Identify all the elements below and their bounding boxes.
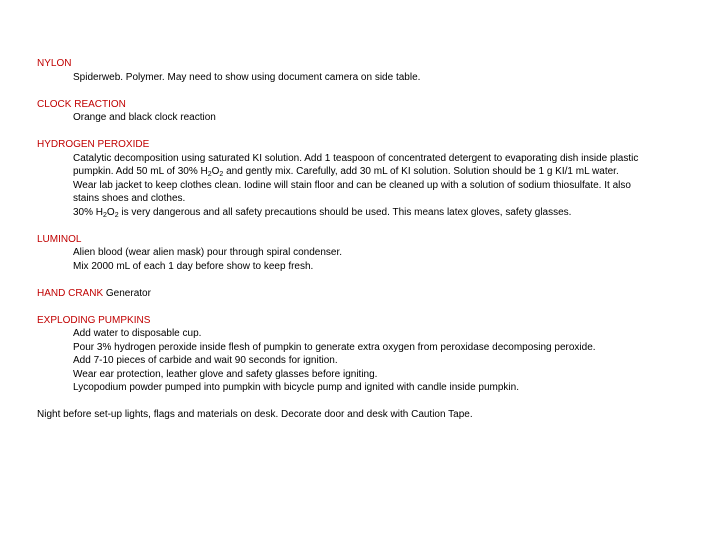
section-line: Catalytic decomposition using saturated KI solution. Add 1 teaspoon of concentrated detergent to evaporating dish inside plastic (73, 152, 639, 164)
closing-note: Night before set-up lights, flags and materials on desk. Decorate door and desk with Caution Tape. (37, 409, 473, 420)
section-luminol (37, 233, 707, 274)
document-body (37, 57, 707, 422)
section-title-suffix: Generator (103, 287, 151, 299)
section-line: Lycopodium powder pumped into pumpkin with bicycle pump and ignited with candle inside pumpkin. (73, 382, 519, 393)
section-exploding-pumpkins (37, 314, 707, 395)
section-line: pumpkin. Add 50 mL of 30% $H_2O_2$ and gently mix. Carefully, add 30 mL of KI solution. Solution should be 1 g KI/1 mL water. (73, 166, 619, 178)
section-line: Orange and black clock reaction (73, 112, 216, 123)
section-line: Pour 3% hydrogen peroxide inside flesh of pumpkin to generate extra oxygen from peroxidase decomposing peroxide. (73, 341, 596, 353)
section-title (37, 287, 707, 301)
section-title: EXPLODING PUMPKINS (37, 314, 151, 326)
section-line: Add water to disposable cup. (73, 328, 202, 339)
section-line: Alien blood (wear alien mask) pour through spiral condenser. (73, 247, 343, 258)
section-line: Wear lab jacket to keep clothes clean. Iodine will stain floor and can be cleaned up with a solution of sodium thiosulfate. It also (73, 179, 631, 191)
section-title: CLOCK REACTION (37, 98, 126, 110)
section-line: Mix 2000 mL of each 1 day before show to keep fresh. (73, 260, 314, 272)
section-title-text: HAND CRANK (37, 287, 104, 299)
section-hand-crank (37, 287, 707, 301)
section-line: Add 7-10 pieces of carbide and wait 90 seconds for ignition. (73, 355, 338, 366)
section-title: NYLON (37, 58, 72, 69)
section-nylon (37, 57, 707, 84)
section-title: HYDROGEN PEROXIDE (37, 139, 150, 150)
section-line: 30% $H_2O_2$ is very dangerous and all safety precautions should be used. This means latex gloves, safety glasses. (73, 206, 572, 219)
section-line: Spiderweb. Polymer. May need to show using document camera on side table. (73, 71, 421, 83)
section-title: LUMINOL (37, 233, 82, 245)
section-line: Wear ear protection, leather glove and safety glasses before igniting. (73, 368, 378, 380)
section-hydrogen-peroxide (37, 138, 707, 219)
section-line: stains shoes and clothes. (73, 193, 186, 204)
section-clock-reaction (37, 98, 707, 125)
